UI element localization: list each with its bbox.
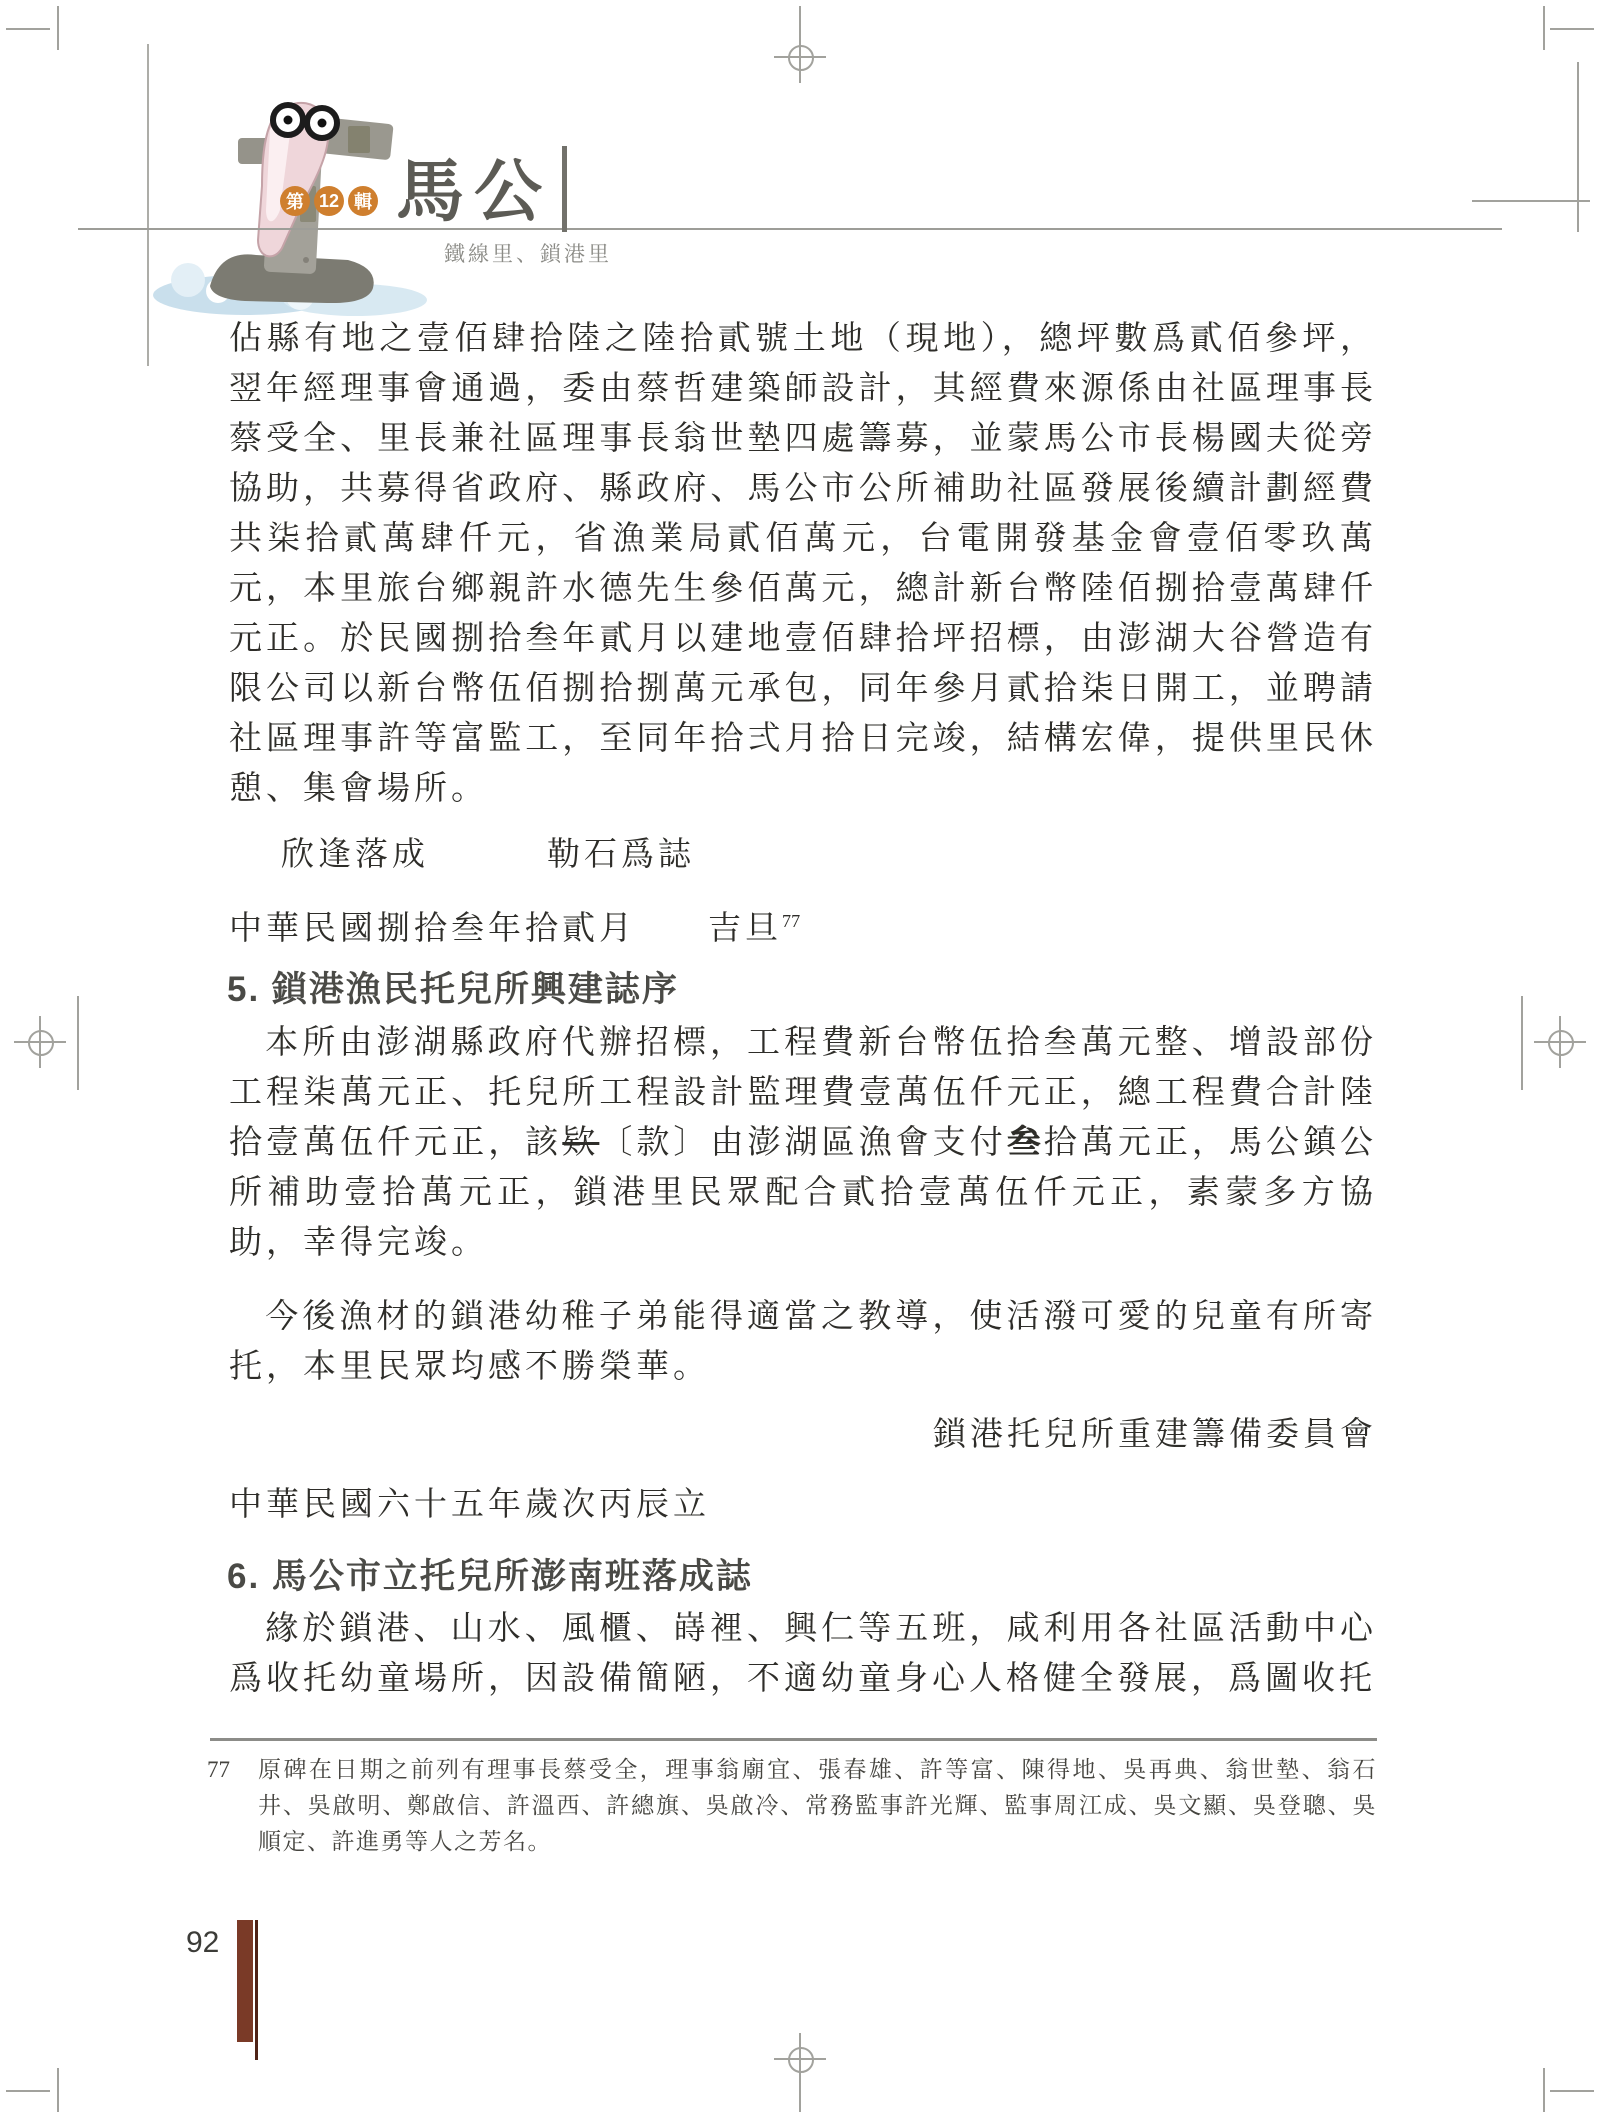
header-rule: [78, 228, 1502, 230]
crop-mark-bottom-left-h: [6, 2090, 50, 2092]
title-divider-bar: [562, 146, 567, 232]
erection-date-line: 中華民國六十五年歲次丙辰立: [229, 1487, 710, 1523]
series-badge-char: 輯: [348, 186, 378, 216]
crop-mark-top-right-h: [1550, 28, 1594, 30]
series-badge-number: 12: [314, 186, 344, 216]
section-5-paragraph: 本所由澎湖縣政府代辦招標，工程費新台幣伍拾叁萬元整、增設部份工程柒萬元正、托兒所工程設計監理費壹萬伍仟元正，總工程費合計陸拾壹萬伍仟元正，該欵〔款〕由澎湖區漁會支付叁拾萬元正，馬公鎮公所補助壹拾萬元正，鎖港里民眾配合貳拾壹萬伍仟元正，素蒙多方協助，幸得完竣。: [229, 1025, 1378, 1261]
stele-date-line: 中華民國捌拾叁年拾貳月 吉旦$^{77}$: [229, 911, 801, 947]
crop-mark-top-center-line: [799, 6, 801, 34]
section-5-heading: 5. 鎖港漁民托兒所興建誌序: [227, 970, 679, 1009]
crop-mark-top-left-v: [57, 6, 59, 50]
dedication-right: 勒石爲誌: [547, 837, 695, 873]
chapter-subtitle: 鐵線里、鎖港里: [444, 242, 612, 266]
crop-mark-bottom-left-v: [57, 2068, 59, 2112]
crop-mark-header-right-v: [1577, 62, 1579, 232]
section-6-paragraph: 緣於鎖港、山水、風櫃、嵵裡、興仁等五班，咸利用各社區活動中心爲收托幼童場所，因設備簡陋，不適幼童身心人格健全發展，爲圖收托: [229, 1611, 1377, 1697]
footnote-number: 77: [207, 1757, 230, 1782]
registration-target-right-icon: [1543, 1025, 1577, 1059]
dedication-left: 欣逢落成: [281, 837, 429, 873]
series-badge-char: 第: [280, 186, 310, 216]
footnote-rule: [210, 1738, 1377, 1741]
stele-text-paragraph: 佔縣有地之壹佰肆拾陸之陸拾貳號土地（現地），總坪數爲貳佰參坪，翌年經理事會通過，委由蔡哲建築師設計，其經費來源係由社區理事長蔡受全、里長兼社區理事長翁世墊四處籌募，並蒙馬公市長楊國夫從旁協助，共募得省政府、縣政府、馬公市公所補助社區發展後續計劃經費共柒拾貳萬肆仟元，省漁業局貳佰萬元，台電開發基金會壹佰零玖萬元，本里旅台鄉親許水德先生參佰萬元，總計新台幣陸佰捌拾壹萬肆仟元正。於民國捌拾叁年貳月以建地壹佰肆拾坪招標，由澎湖大谷營造有限公司以新台幣伍佰捌拾捌萬元承包，同年參月貳拾柒日開工，並聘請社區理事許等富監工，至同年拾弍月拾日完竣，結構宏偉，提供里民休憩、集會場所。: [229, 321, 1377, 807]
registration-target-left-icon: [23, 1025, 57, 1059]
section-5-paragraph-2: 今後漁材的鎖港幼稚子弟能得適當之教導，使活潑可愛的兒童有所寄托，本里民眾均感不勝榮華。: [229, 1299, 1377, 1385]
chapter-title-calligraphy: 馬公: [396, 154, 553, 230]
crop-mark-top-right-v: [1543, 6, 1545, 50]
registration-target-bottom-icon: [783, 2042, 817, 2076]
registration-target-top-icon: [783, 40, 817, 74]
header-left-rule: [147, 44, 149, 366]
dedication-line: [229, 830, 1429, 880]
page-margin-bar: [237, 1920, 253, 2042]
crop-mark-bottom-right-v: [1543, 2068, 1545, 2112]
series-badge: [280, 186, 378, 216]
committee-signature: 鎖港托兒所重建籌備委員會: [933, 1417, 1377, 1453]
crop-mark-left-middle: [77, 996, 79, 1090]
section-6-heading: 6. 馬公市立托兒所澎南班落成誌: [227, 1557, 753, 1596]
crop-mark-bottom-center-line: [799, 2082, 801, 2112]
corrected-character: 欵: [562, 1125, 600, 1161]
crop-mark-top-left-h: [6, 28, 50, 30]
crop-mark-bottom-right-h: [1550, 2090, 1594, 2092]
crop-mark-header-right-h: [1472, 200, 1590, 202]
footnote-reference: 77: [782, 911, 801, 931]
overprinted-character: 叁: [1006, 1125, 1044, 1161]
crop-mark-right-middle: [1521, 996, 1523, 1090]
footnote-text: 原碑在日期之前列有理事長蔡受全，理事翁廟宜、張春雄、許等富、陳得地、吳再典、翁世墊、翁石井、吳啟明、鄭啟信、許溫西、許總旗、吳啟冷、常務監事許光輝、監事周江成、吳文顯、吳登聰、吳順定、許進勇等人之芳名。: [258, 1757, 1377, 1854]
page-margin-bar-line: [255, 1920, 258, 2060]
page-number: 92: [186, 1926, 220, 1959]
